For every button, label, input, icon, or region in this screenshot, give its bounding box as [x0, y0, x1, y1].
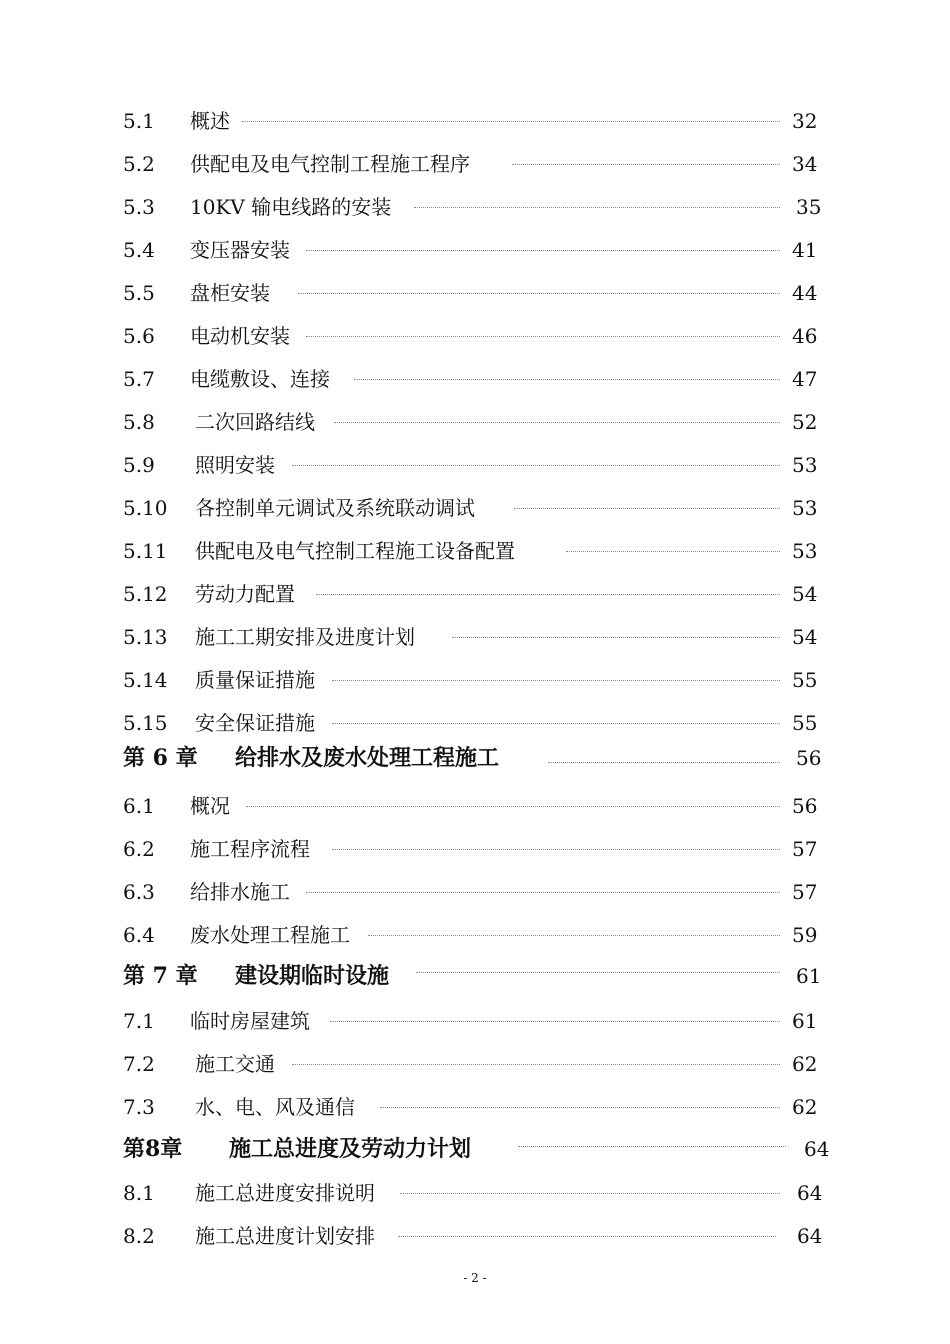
toc-entry-5-2 — [0, 149, 950, 179]
toc-entry-5-6 — [0, 321, 950, 351]
toc-chapter-title: 施工总进度及劳动力计划 — [229, 1136, 472, 1162]
toc-dot-leader — [316, 594, 780, 595]
toc-entry-page: 56 — [792, 794, 818, 818]
toc-chapter-title: 建设期临时设施 — [235, 963, 390, 989]
toc-dot-leader — [512, 164, 780, 165]
toc-entry-title: 质量保证措施 — [195, 668, 315, 692]
toc-entry-5-4 — [0, 235, 950, 265]
toc-entry-page: 53 — [792, 453, 818, 477]
toc-dot-leader — [292, 1064, 780, 1065]
toc-dot-leader — [518, 1146, 786, 1147]
toc-entry-number: 5.7 — [123, 367, 155, 391]
toc-entry-page: 59 — [792, 923, 818, 947]
toc-entry-number: 5.14 — [123, 668, 168, 692]
toc-entry-title: 水、电、风及通信 — [195, 1095, 355, 1119]
toc-dot-leader — [330, 1021, 780, 1022]
toc-entry-6-3 — [0, 877, 950, 907]
toc-chapter-number: 第 6 章 — [123, 745, 198, 771]
toc-dot-leader — [292, 465, 780, 466]
toc-chapter-7 — [0, 961, 950, 991]
toc-entry-title: 施工工期安排及进度计划 — [195, 625, 415, 649]
toc-chapter-6 — [0, 743, 950, 773]
toc-entry-page: 35 — [796, 195, 822, 219]
toc-entry-page: 57 — [792, 880, 818, 904]
toc-entry-number: 5.3 — [123, 195, 155, 219]
toc-dot-leader — [414, 207, 780, 208]
toc-entry-page: 64 — [797, 1181, 823, 1205]
toc-entry-number: 5.1 — [123, 109, 155, 133]
toc-entry-number: 5.6 — [123, 324, 155, 348]
toc-entry-5-13 — [0, 622, 950, 652]
toc-dot-leader — [306, 336, 780, 337]
toc-chapter-title: 给排水及废水处理工程施工 — [235, 745, 500, 771]
toc-entry-page: 47 — [792, 367, 818, 391]
toc-entry-title: 施工交通 — [195, 1052, 275, 1076]
toc-entry-5-12 — [0, 579, 950, 609]
toc-entry-number: 7.3 — [123, 1095, 155, 1119]
toc-entry-page: 64 — [797, 1224, 823, 1248]
toc-entry-5-5 — [0, 278, 950, 308]
toc-entry-page: 54 — [792, 582, 818, 606]
toc-entry-page: 55 — [792, 668, 818, 692]
toc-entry-number: 6.2 — [123, 837, 155, 861]
toc-dot-leader — [566, 551, 780, 552]
toc-entry-title: 施工总进度安排说明 — [195, 1181, 375, 1205]
toc-entry-title: 施工总进度计划安排 — [195, 1224, 375, 1248]
toc-entry-title: 电缆敷设、连接 — [190, 367, 330, 391]
toc-entry-number: 5.9 — [123, 453, 155, 477]
toc-entry-title: 施工程序流程 — [190, 837, 310, 861]
toc-entry-page: 44 — [792, 281, 818, 305]
toc-entry-page: 62 — [792, 1095, 818, 1119]
toc-entry-number: 5.2 — [123, 152, 155, 176]
toc-entry-page: 61 — [792, 1009, 818, 1033]
toc-entry-8-2 — [0, 1221, 950, 1251]
toc-entry-6-2 — [0, 834, 950, 864]
toc-entry-number: 5.10 — [123, 496, 168, 520]
toc-entry-number: 5.15 — [123, 711, 168, 735]
toc-entry-title: 劳动力配置 — [195, 582, 295, 606]
toc-entry-page: 41 — [792, 238, 818, 262]
toc-entry-title: 各控制单元调试及系统联动调试 — [195, 496, 475, 520]
toc-entry-title: 照明安装 — [195, 453, 275, 477]
toc-dot-leader — [332, 723, 780, 724]
toc-entry-5-1 — [0, 106, 950, 136]
toc-dot-leader — [514, 508, 780, 509]
toc-entry-number: 5.4 — [123, 238, 155, 262]
toc-chapter-number: 第8章 — [123, 1136, 183, 1162]
toc-dot-leader — [354, 379, 780, 380]
toc-dot-leader — [400, 1193, 780, 1194]
toc-entry-page: 52 — [792, 410, 818, 434]
toc-dot-leader — [398, 1236, 776, 1237]
toc-dot-leader — [306, 250, 780, 251]
toc-entry-page: 54 — [792, 625, 818, 649]
toc-entry-title: 供配电及电气控制工程施工程序 — [190, 152, 470, 176]
toc-entry-number: 7.2 — [123, 1052, 155, 1076]
toc-entry-title: 10KV 输电线路的安装 — [190, 195, 392, 219]
toc-entry-page: 62 — [792, 1052, 818, 1076]
toc-dot-leader — [416, 972, 780, 973]
toc-entry-5-10 — [0, 493, 950, 523]
toc-dot-leader — [246, 806, 780, 807]
toc-entry-5-9 — [0, 450, 950, 480]
toc-entry-page: 55 — [792, 711, 818, 735]
toc-entry-page: 64 — [804, 1137, 830, 1161]
toc-entry-5-7 — [0, 364, 950, 394]
toc-entry-page: 34 — [792, 152, 818, 176]
toc-entry-title: 临时房屋建筑 — [190, 1009, 310, 1033]
toc-entry-page: 61 — [796, 964, 822, 988]
toc-entry-number: 6.4 — [123, 923, 155, 947]
toc-entry-6-1 — [0, 791, 950, 821]
toc-entry-page: 46 — [792, 324, 818, 348]
toc-entry-page: 57 — [792, 837, 818, 861]
toc-entry-title: 废水处理工程施工 — [190, 923, 350, 947]
toc-entry-5-14 — [0, 665, 950, 695]
toc-entry-number: 5.13 — [123, 625, 168, 649]
toc-entry-page: 32 — [792, 109, 818, 133]
toc-entry-page: 56 — [796, 746, 822, 770]
toc-entry-title: 电动机安装 — [190, 324, 290, 348]
toc-entry-5-3 — [0, 192, 950, 222]
toc-entry-title: 变压器安装 — [190, 238, 290, 262]
toc-chapter-number: 第 7 章 — [123, 963, 198, 989]
toc-entry-7-1 — [0, 1006, 950, 1036]
toc-dot-leader — [298, 293, 780, 294]
toc-entry-number: 5.8 — [123, 410, 155, 434]
toc-entry-number: 5.11 — [123, 539, 168, 563]
toc-entry-title: 二次回路结线 — [195, 410, 315, 434]
toc-dot-leader — [368, 935, 780, 936]
toc-entry-page: 53 — [792, 496, 818, 520]
toc-dot-leader — [452, 637, 780, 638]
toc-entry-number: 8.1 — [123, 1181, 155, 1205]
toc-entry-title: 概况 — [190, 794, 230, 818]
toc-entry-number: 7.1 — [123, 1009, 155, 1033]
toc-entry-number: 5.5 — [123, 281, 155, 305]
page-number-footer: - 2 - — [463, 1271, 487, 1285]
toc-entry-title: 概述 — [190, 109, 230, 133]
toc-entry-title: 供配电及电气控制工程施工设备配置 — [195, 539, 515, 563]
toc-dot-leader — [332, 680, 780, 681]
toc-entry-5-15 — [0, 708, 950, 738]
toc-dot-leader — [242, 121, 780, 122]
toc-dot-leader — [306, 892, 780, 893]
toc-dot-leader — [548, 762, 780, 763]
toc-chapter-8 — [0, 1134, 950, 1164]
toc-entry-title: 安全保证措施 — [195, 711, 315, 735]
toc-entry-7-2 — [0, 1049, 950, 1079]
toc-entry-number: 6.1 — [123, 794, 155, 818]
toc-dot-leader — [334, 422, 780, 423]
toc-entry-5-8 — [0, 407, 950, 437]
toc-entry-title: 给排水施工 — [190, 880, 290, 904]
toc-entry-number: 6.3 — [123, 880, 155, 904]
toc-entry-6-4 — [0, 920, 950, 950]
toc-entry-7-3 — [0, 1092, 950, 1122]
toc-dot-leader — [332, 849, 780, 850]
toc-entry-number: 5.12 — [123, 582, 168, 606]
toc-entry-page: 53 — [792, 539, 818, 563]
toc-entry-8-1 — [0, 1178, 950, 1208]
toc-entry-5-11 — [0, 536, 950, 566]
toc-entry-title: 盘柜安装 — [190, 281, 270, 305]
toc-dot-leader — [380, 1107, 780, 1108]
toc-entry-number: 8.2 — [123, 1224, 155, 1248]
